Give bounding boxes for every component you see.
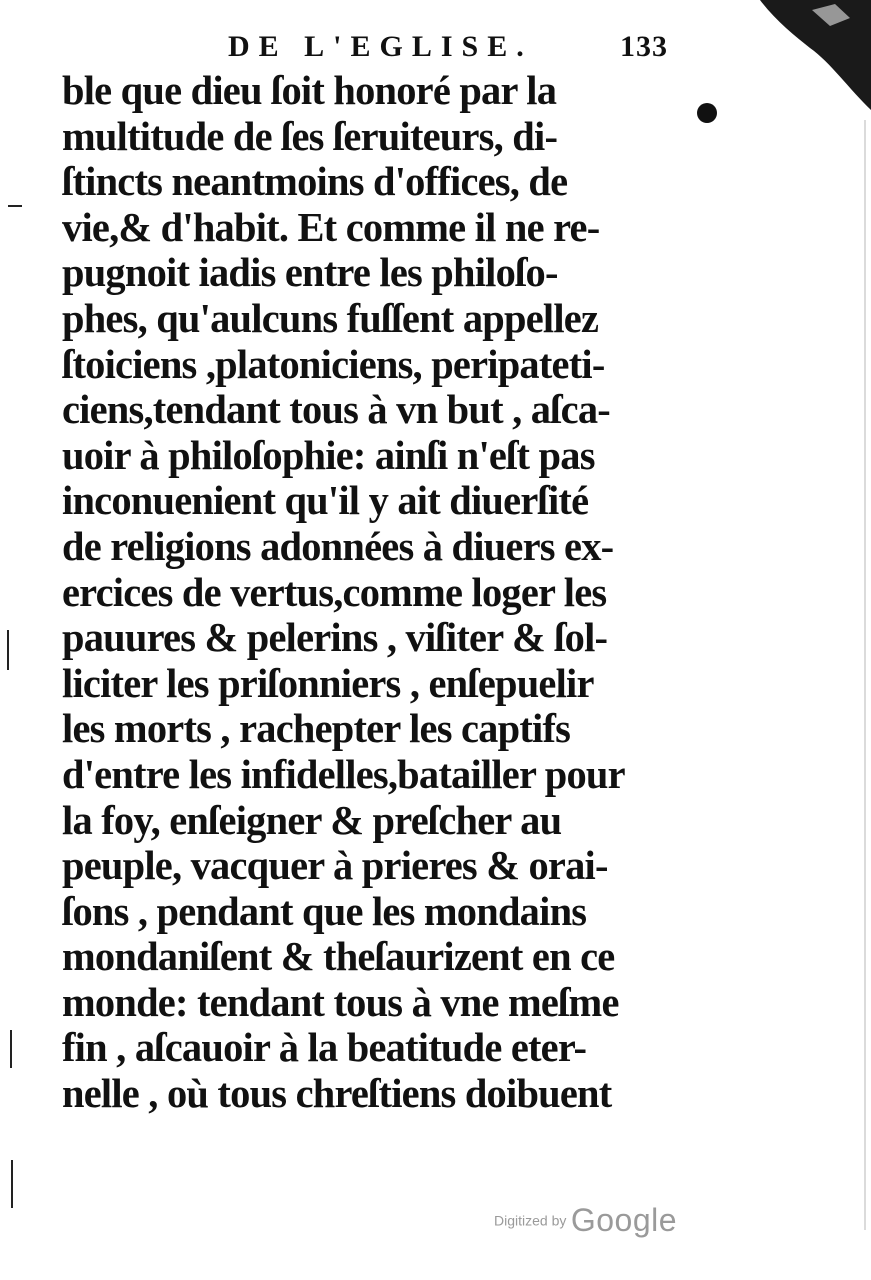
text-line: la foy, enſeigner & preſcher au bbox=[62, 796, 562, 843]
text-line: ciens,tendant tous à vn but , aſca- bbox=[62, 386, 610, 433]
text-line: uoir à philoſophie: ainſi n'eſt pas bbox=[62, 431, 595, 478]
text-line: monde: tendant tous à vne meſme bbox=[62, 978, 619, 1025]
text-line: peuple, vacquer à prieres & orai- bbox=[62, 842, 608, 889]
ink-dot bbox=[697, 103, 717, 123]
text-line: ble que dieu ſoit honoré par la bbox=[62, 67, 557, 113]
text-line: ſons , pendant que les mondains bbox=[62, 887, 587, 934]
margin-tick bbox=[8, 205, 22, 207]
text-line: pauures & pelerins , viſiter & ſol- bbox=[62, 614, 608, 661]
text-line: pugnoit iadis entre les philoſo- bbox=[62, 249, 558, 296]
text-line: ercices de vertus,comme loger les bbox=[62, 568, 607, 615]
text-line: les morts , rachepter les captifs bbox=[62, 705, 571, 752]
digitized-by-label: Digitized by bbox=[494, 1212, 567, 1229]
text-line: inconuenient qu'il y ait diuerſité bbox=[62, 477, 589, 524]
text-line: multitude de ſes ſeruiteurs, di- bbox=[62, 112, 558, 159]
running-head: DE L'EGLISE. bbox=[228, 30, 533, 63]
text-line: ſtoiciens ,platoniciens, peripateti- bbox=[62, 340, 605, 387]
text-line: nelle , où tous chreſtiens doibuent bbox=[62, 1070, 612, 1117]
margin-tick bbox=[7, 630, 9, 670]
body-text bbox=[62, 68, 682, 1117]
text-line: d'entre les infidelles,batailler pour bbox=[62, 750, 625, 797]
text-line: fin , aſcauoir à la beatitude eter- bbox=[62, 1024, 587, 1071]
text-line: phes, qu'aulcuns fuſſent appellez bbox=[62, 294, 599, 341]
margin-tick bbox=[11, 1160, 13, 1208]
text-line: de religions adonnées à diuers ex- bbox=[62, 522, 614, 569]
text-line: ſtincts neantmoins d'offices, de bbox=[62, 158, 568, 205]
text-line: vie,& d'habit. Et comme il ne re- bbox=[62, 203, 600, 250]
text-line: liciter les priſonniers , enſepuelir bbox=[62, 659, 594, 706]
text-line: mondaniſent & theſaurizent en ce bbox=[62, 933, 615, 980]
page-number: 133 bbox=[620, 30, 668, 63]
margin-tick bbox=[10, 1030, 12, 1068]
digitized-by-google-stamp bbox=[494, 1202, 677, 1239]
google-logo: Google bbox=[570, 1202, 678, 1238]
